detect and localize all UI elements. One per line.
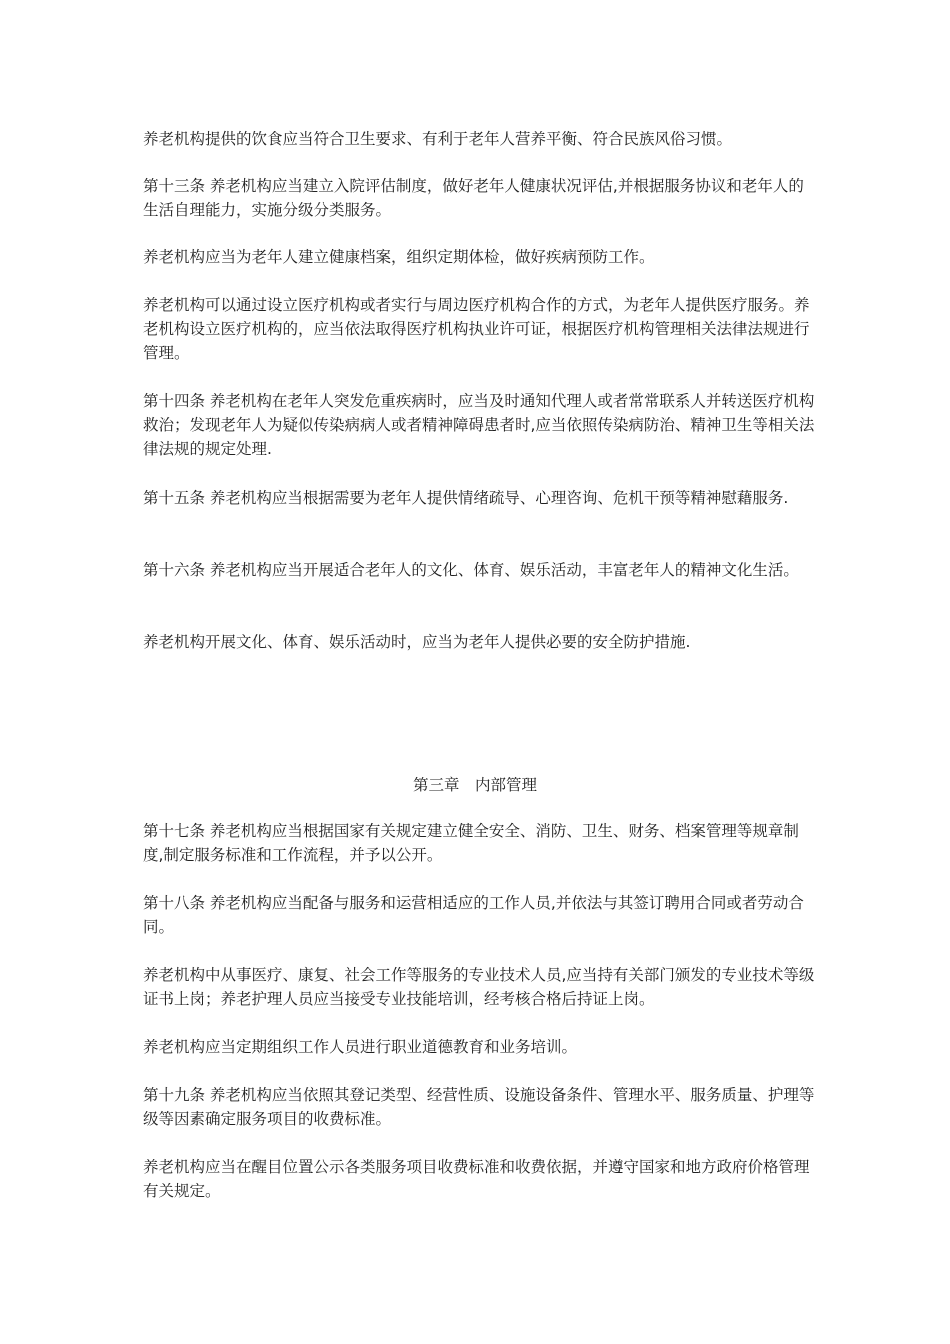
chapter-heading: 第三章 内部管理: [412, 776, 537, 794]
paragraph-article-14: 第十四条 养老机构在老年人突发危重疾病时，应当及时通知代理人或者常常联系人并转送医疗机构救治；发现老年人为疑似传染病病人或者精神障碍患者时,应当依照传染病防治、精神卫生等相关法律法规的规定处理.: [143, 392, 815, 458]
paragraph-medical-services: 养老机构可以通过设立医疗机构或者实行与周边医疗机构合作的方式，为老年人提供医疗服务。养老机构设立医疗机构的，应当依法取得医疗机构执业许可证，根据医疗机构管理相关法律法规进行管理。: [143, 296, 810, 362]
paragraph-article-17: 第十七条 养老机构应当根据国家有关规定建立健全安全、消防、卫生、财务、档案管理等规章制度,制定服务标准和工作流程，并予以公开。: [143, 822, 799, 864]
paragraph-article-18: 第十八条 养老机构应当配备与服务和运营相适应的工作人员,并依法与其签订聘用合同或者劳动合同。: [143, 894, 804, 936]
paragraph-article-15: 第十五条 养老机构应当根据需要为老年人提供情绪疏导、心理咨询、危机干预等精神慰藉服务.: [143, 489, 789, 507]
paragraph-health-records: 养老机构应当为老年人建立健康档案，组织定期体检，做好疾病预防工作。: [143, 248, 655, 266]
paragraph-article-19: 第十九条 养老机构应当依照其登记类型、经营性质、设施设备条件、管理水平、服务质量、护理等级等因素确定服务项目的收费标准。: [143, 1086, 815, 1128]
paragraph-article-13: 第十三条 养老机构应当建立入院评估制度，做好老年人健康状况评估,并根据服务协议和老年人的生活自理能力，实施分级分类服务。: [143, 177, 804, 219]
paragraph-professional-staff: 养老机构中从事医疗、康复、社会工作等服务的专业技术人员,应当持有关部门颁发的专业技术等级证书上岗；养老护理人员应当接受专业技能培训，经考核合格后持证上岗。: [143, 966, 815, 1008]
paragraph-diet: 养老机构提供的饮食应当符合卫生要求、有利于老年人营养平衡、符合民族风俗习惯。: [143, 130, 733, 148]
paragraph-article-16: 第十六条 养老机构应当开展适合老年人的文化、体育、娱乐活动，丰富老年人的精神文化生活。: [143, 561, 799, 579]
paragraph-fee-disclosure: 养老机构应当在醒目位置公示各类服务项目收费标准和收费依据，并遵守国家和地方政府价格管理有关规定。: [143, 1158, 810, 1200]
paragraph-safety-measures: 养老机构开展文化、体育、娱乐活动时，应当为老年人提供必要的安全防护措施.: [143, 633, 691, 651]
paragraph-training: 养老机构应当定期组织工作人员进行职业道德教育和业务培训。: [143, 1038, 578, 1056]
